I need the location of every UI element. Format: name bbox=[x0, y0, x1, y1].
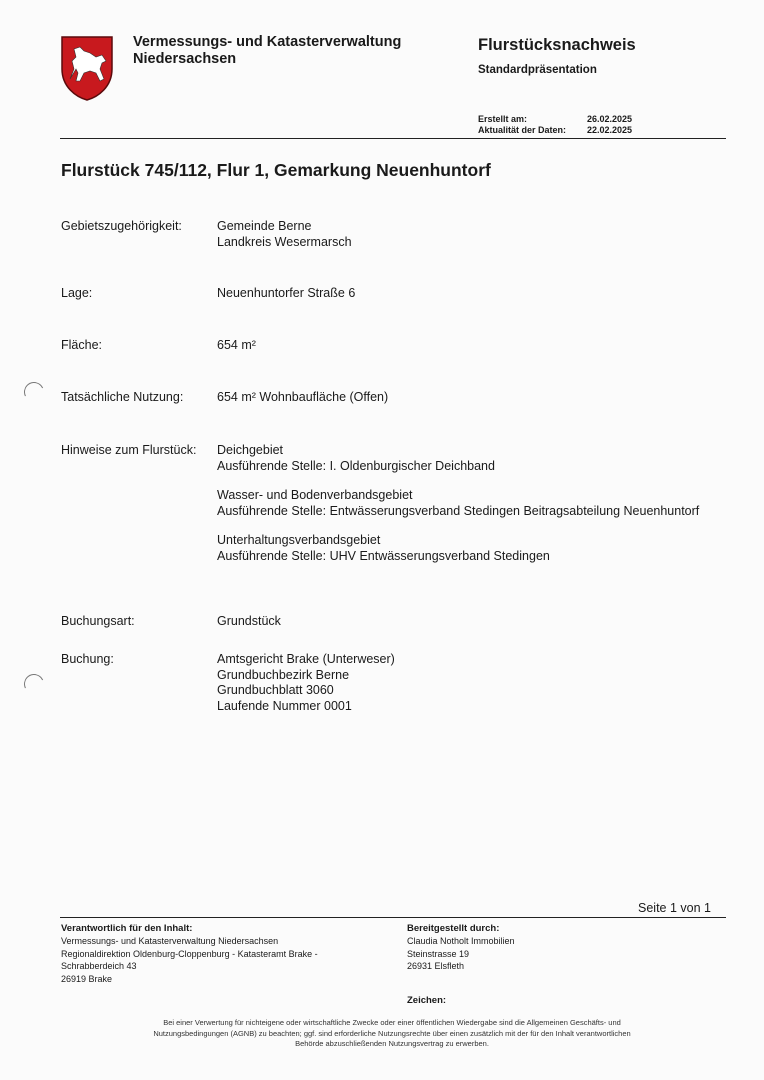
note-title: Unterhaltungsverbandsgebiet bbox=[217, 533, 381, 547]
data-actuality-date: 22.02.2025 bbox=[587, 125, 633, 135]
organization-name-line2: Niedersachsen bbox=[133, 51, 237, 67]
note-detail: Ausführende Stelle: UHV Entwässerungsverband Stedingen bbox=[217, 549, 550, 563]
organization-name bbox=[133, 34, 401, 68]
area-label: Gebietszugehörigkeit: bbox=[61, 219, 182, 233]
provided-address-line: Steinstrasse 19 bbox=[407, 948, 470, 959]
responsible-address-line: Vermessungs- und Katasterverwaltung Niedersachsen bbox=[61, 936, 279, 946]
size-value: 654 m² bbox=[217, 338, 256, 352]
footer-divider bbox=[60, 917, 726, 918]
note-detail: Ausführende Stelle: Entwässerungsverband Stedingen Beitragsabteilung Neuenhuntorf bbox=[217, 504, 700, 518]
booking-label: Buchung: bbox=[61, 652, 114, 666]
created-label: Erstellt am: bbox=[478, 114, 528, 124]
responsible-address-line: Schrabberdeich 43 bbox=[61, 961, 137, 971]
lower-saxony-horse-crest-icon bbox=[60, 35, 114, 101]
responsible-address-line: 26919 Brake bbox=[61, 973, 113, 984]
provided-heading: Bereitgestellt durch: bbox=[407, 923, 500, 934]
document-subtitle: Standardpräsentation bbox=[478, 64, 597, 76]
note-detail: Ausführende Stelle: I. Oldenburgischer Deichband bbox=[217, 459, 495, 473]
document-title: Flurstücksnachweis bbox=[478, 36, 636, 54]
sign-label: Zeichen: bbox=[407, 995, 447, 1006]
header-divider bbox=[60, 138, 726, 139]
responsible-heading: Verantwortlich für den Inhalt: bbox=[61, 923, 193, 934]
responsible-address bbox=[61, 935, 318, 985]
location-value: Neuenhuntorfer Straße 6 bbox=[217, 286, 356, 300]
note-title: Wasser- und Bodenverbandsgebiet bbox=[217, 488, 413, 502]
organization-name-line1: Vermessungs- und Katasterverwaltung bbox=[133, 34, 402, 50]
usage-value: 654 m² Wohnbaufläche (Offen) bbox=[217, 390, 389, 404]
area-value-municipality: Gemeinde Berne bbox=[217, 219, 312, 233]
note-title: Deichgebiet bbox=[217, 443, 284, 457]
usage-label: Tatsächliche Nutzung: bbox=[61, 390, 184, 404]
parcel-heading: Flurstück 745/112, Flur 1, Gemarkung Neuenhuntorf bbox=[61, 160, 491, 180]
booking-sequence-number: Laufende Nummer 0001 bbox=[217, 699, 352, 713]
responsible-address-line: Regionaldirektion Oldenburg-Cloppenburg - Katasteramt Brake - bbox=[61, 948, 318, 959]
created-date: 26.02.2025 bbox=[587, 114, 633, 124]
booking-court: Amtsgericht Brake (Unterweser) bbox=[217, 652, 395, 666]
provided-address bbox=[407, 935, 515, 973]
data-actuality-label: Aktualität der Daten: bbox=[478, 125, 567, 135]
page-number: Seite 1 von 1 bbox=[638, 901, 711, 915]
provided-address-line: Claudia Notholt Immobilien bbox=[407, 936, 515, 946]
location-label: Lage: bbox=[61, 286, 93, 300]
area-value-district: Landkreis Wesermarsch bbox=[217, 235, 352, 249]
booking-district: Grundbuchbezirk Berne bbox=[217, 668, 350, 682]
punch-hole-mark bbox=[21, 671, 47, 697]
usage-disclaimer: Bei einer Verwertung für nichteigene oder wirtschaftliche Zwecke oder einer öffentlichen Wiedergabe sind die Allgemeinen Geschäfts- und Nutzungsbedingungen (AGNB) zu beachten; ggf. sind erforderliche Nutzungsrechte über einen zusätzlich mit der für den Inhalt verantwortlichen Behörde abzuschließenden Nutzungsvertrag zu erwerben. bbox=[153, 1018, 631, 1048]
booking-type-label: Buchungsart: bbox=[61, 614, 135, 628]
punch-hole-mark bbox=[21, 379, 47, 405]
size-label: Fläche: bbox=[61, 338, 102, 352]
booking-type-value: Grundstück bbox=[217, 614, 281, 628]
provided-address-line: 26931 Elsfleth bbox=[407, 961, 465, 971]
notes-label: Hinweise zum Flurstück: bbox=[61, 443, 197, 457]
booking-sheet: Grundbuchblatt 3060 bbox=[217, 683, 334, 697]
